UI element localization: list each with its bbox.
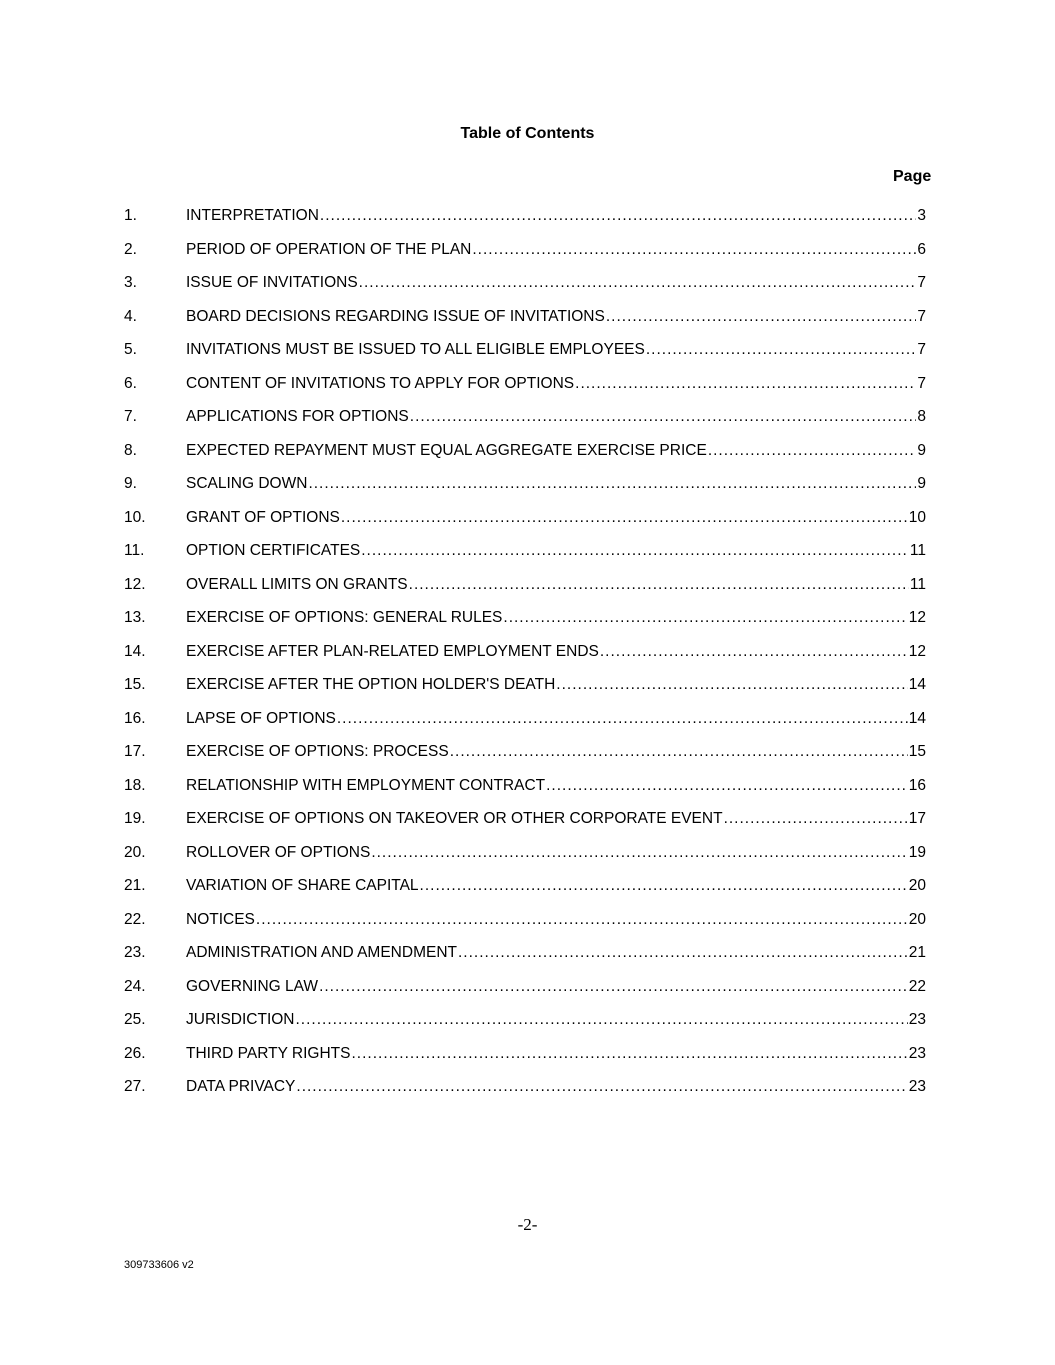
toc-entry-label[interactable]: OPTION CERTIFICATES [186,542,361,559]
toc-entry-page[interactable]: 7 [917,374,926,392]
toc-entry[interactable] [124,776,926,810]
toc-entry[interactable] [124,474,926,508]
toc-entry-page[interactable]: 12 [908,642,926,660]
toc-dot-leader [371,843,907,863]
toc-dot-leader [420,876,908,896]
toc-dot-leader [546,776,908,796]
toc-entry-number: 18. [124,776,146,794]
toc-dot-leader [341,508,908,528]
toc-entry-page[interactable]: 12 [908,609,926,626]
toc-dot-leader [308,474,916,494]
toc-entry-number: 15. [124,676,146,693]
toc-dot-leader [319,977,908,997]
toc-entry-label[interactable]: EXERCISE OF OPTIONS ON TAKEOVER OR OTHER CORPORATE EVENT [186,810,723,827]
toc-entry-page[interactable]: 23 [908,1078,926,1095]
toc-entry-label[interactable]: DATA PRIVACY [186,1078,296,1095]
toc-entry-number: 2. [124,240,137,258]
toc-dot-leader [320,206,916,226]
toc-entry-page[interactable]: 23 [908,1044,926,1062]
toc-entry-label[interactable]: BOARD DECISIONS REGARDING ISSUE OF INVITATIONS [186,307,605,325]
toc-entry-label[interactable]: SCALING DOWN [186,475,308,492]
toc-entry-page[interactable]: 14 [908,709,926,727]
toc-entry-page[interactable]: 6 [917,240,926,258]
toc-entry-number: 4. [124,307,137,325]
toc-entry[interactable] [124,240,926,274]
toc-entry[interactable] [124,642,926,676]
toc-entry-page[interactable]: 9 [917,441,926,459]
toc-entry-page[interactable]: 10 [908,508,926,526]
toc-dot-leader [409,575,909,595]
toc-entry-label[interactable]: ROLLOVER OF OPTIONS [186,843,371,861]
page-column-header: Page [893,168,932,185]
toc-entry-label[interactable]: APPLICATIONS FOR OPTIONS [186,408,409,425]
toc-entry-number: 10. [124,508,146,526]
toc-entry[interactable] [124,709,926,743]
toc-dot-leader [708,441,917,461]
toc-entry[interactable] [124,977,926,1011]
toc-dot-leader [361,541,909,561]
toc-entry-number: 12. [124,575,146,593]
toc-entry-label[interactable]: EXPECTED REPAYMENT MUST EQUAL AGGREGATE EXERCISE PRICE [186,441,707,459]
toc-entry[interactable] [124,340,926,374]
toc-entry-page[interactable]: 11 [909,542,926,559]
toc-entry-page[interactable]: 3 [917,207,926,224]
toc-entry-page[interactable]: 14 [908,676,926,693]
toc-dot-leader [646,340,917,360]
toc-dot-leader [575,374,916,394]
toc-entry-page[interactable]: 11 [909,575,926,593]
toc-entry-page[interactable]: 16 [908,776,926,794]
toc-dot-leader [450,742,908,762]
toc-dot-leader [503,608,907,628]
toc-entry-label[interactable]: THIRD PARTY RIGHTS [186,1044,351,1062]
toc-title: Table of Contents [460,125,595,142]
toc-entry-number: 16. [124,709,146,727]
toc-entry-number: 23. [124,944,146,961]
toc-entry[interactable] [124,407,926,441]
toc-entry-page[interactable]: 17 [908,810,926,827]
toc-entry-label[interactable]: GRANT OF OPTIONS [186,508,340,526]
toc-entry[interactable] [124,608,926,642]
toc-entry[interactable] [124,273,926,307]
toc-entry-page[interactable]: 9 [917,475,926,492]
toc-dot-leader [600,642,908,662]
toc-dot-leader [724,809,908,829]
toc-entry-number: 7. [124,408,137,425]
toc-dot-leader [337,709,908,729]
toc-entry[interactable] [124,910,926,944]
toc-entry-page[interactable]: 22 [908,977,926,995]
toc-entry-label[interactable]: JURISDICTION [186,1011,295,1028]
toc-entry-number: 1. [124,207,137,224]
toc-entry-page[interactable]: 20 [908,877,926,894]
toc-dot-leader [472,240,916,260]
toc-entry-label[interactable]: OVERALL LIMITS ON GRANTS [186,575,408,593]
toc-list [124,206,926,1111]
toc-entry-label[interactable]: ADMINISTRATION AND AMENDMENT [186,944,457,961]
toc-entry-page[interactable]: 7 [917,274,926,291]
toc-entry[interactable] [124,876,926,910]
toc-entry[interactable] [124,374,926,408]
toc-entry-number: 27. [124,1078,146,1095]
toc-entry-label[interactable]: EXERCISE AFTER PLAN-RELATED EMPLOYMENT ENDS [186,642,599,660]
toc-entry-page[interactable]: 23 [908,1011,926,1028]
toc-entry-number: 8. [124,441,137,459]
document-id: 309733606 v2 [124,1259,194,1271]
toc-entry[interactable] [124,541,926,575]
toc-entry-page[interactable]: 7 [917,307,926,325]
toc-entry-label[interactable]: PERIOD OF OPERATION OF THE PLAN [186,240,472,258]
footer-page-number: -2- [517,1215,538,1234]
toc-entry-number: 9. [124,475,137,492]
toc-entry[interactable] [124,206,926,240]
toc-entry-label[interactable]: EXERCISE OF OPTIONS: PROCESS [186,743,449,760]
toc-entry[interactable] [124,1010,926,1044]
toc-entry-label[interactable]: INTERPRETATION [186,207,319,224]
toc-entry-number: 22. [124,910,146,928]
toc-entry[interactable] [124,1077,926,1111]
toc-entry-label[interactable]: EXERCISE AFTER THE OPTION HOLDER'S DEATH [186,676,556,693]
toc-entry[interactable] [124,508,926,542]
toc-entry[interactable] [124,307,926,341]
toc-entry-number: 11. [124,542,145,559]
toc-entry-label[interactable]: RELATIONSHIP WITH EMPLOYMENT CONTRACT [186,776,546,794]
toc-entry-number: 19. [124,810,146,827]
toc-entry-number: 5. [124,341,137,358]
toc-dot-leader [296,1077,907,1097]
toc-entry-number: 6. [124,374,137,392]
toc-entry-number: 20. [124,843,146,861]
toc-entry-page[interactable]: 19 [908,843,926,861]
toc-entry-label[interactable]: EXERCISE OF OPTIONS: GENERAL RULES [186,609,503,626]
toc-entry[interactable] [124,943,926,977]
toc-entry[interactable] [124,675,926,709]
toc-entry-page[interactable]: 8 [917,408,926,425]
toc-dot-leader [359,273,917,293]
toc-entry[interactable] [124,1044,926,1078]
toc-entry-page[interactable]: 21 [908,944,926,961]
toc-entry-label[interactable]: GOVERNING LAW [186,977,319,995]
toc-entry-label[interactable]: NOTICES [186,910,255,928]
toc-entry[interactable] [124,809,926,843]
toc-entry-label[interactable]: ISSUE OF INVITATIONS [186,274,358,291]
toc-entry-number: 14. [124,642,146,660]
toc-entry-number: 25. [124,1011,146,1028]
toc-entry-page[interactable]: 7 [917,341,926,358]
toc-dot-leader [410,407,917,427]
toc-entry-number: 13. [124,609,146,626]
toc-dot-leader [458,943,908,963]
toc-dot-leader [352,1044,908,1064]
toc-entry-number: 3. [124,274,137,291]
toc-entry-label[interactable]: INVITATIONS MUST BE ISSUED TO ALL ELIGIBLE EMPLOYEES [186,341,645,358]
toc-entry-label[interactable]: VARIATION OF SHARE CAPITAL [186,877,419,894]
toc-entry-number: 17. [124,743,146,760]
toc-entry-page[interactable]: 15 [908,743,926,760]
toc-entry-number: 26. [124,1044,146,1062]
toc-entry-number: 21. [124,877,146,894]
toc-entry[interactable] [124,742,926,776]
toc-entry[interactable] [124,843,926,877]
toc-entry[interactable] [124,441,926,475]
toc-entry-label[interactable]: CONTENT OF INVITATIONS TO APPLY FOR OPTIONS [186,374,575,392]
toc-dot-leader [256,910,908,930]
toc-dot-leader [296,1010,908,1030]
toc-dot-leader [606,307,917,327]
toc-entry[interactable] [124,575,926,609]
toc-entry-page[interactable]: 20 [908,910,926,928]
toc-entry-label[interactable]: LAPSE OF OPTIONS [186,709,336,727]
toc-entry-number: 24. [124,977,146,995]
toc-dot-leader [556,675,907,695]
